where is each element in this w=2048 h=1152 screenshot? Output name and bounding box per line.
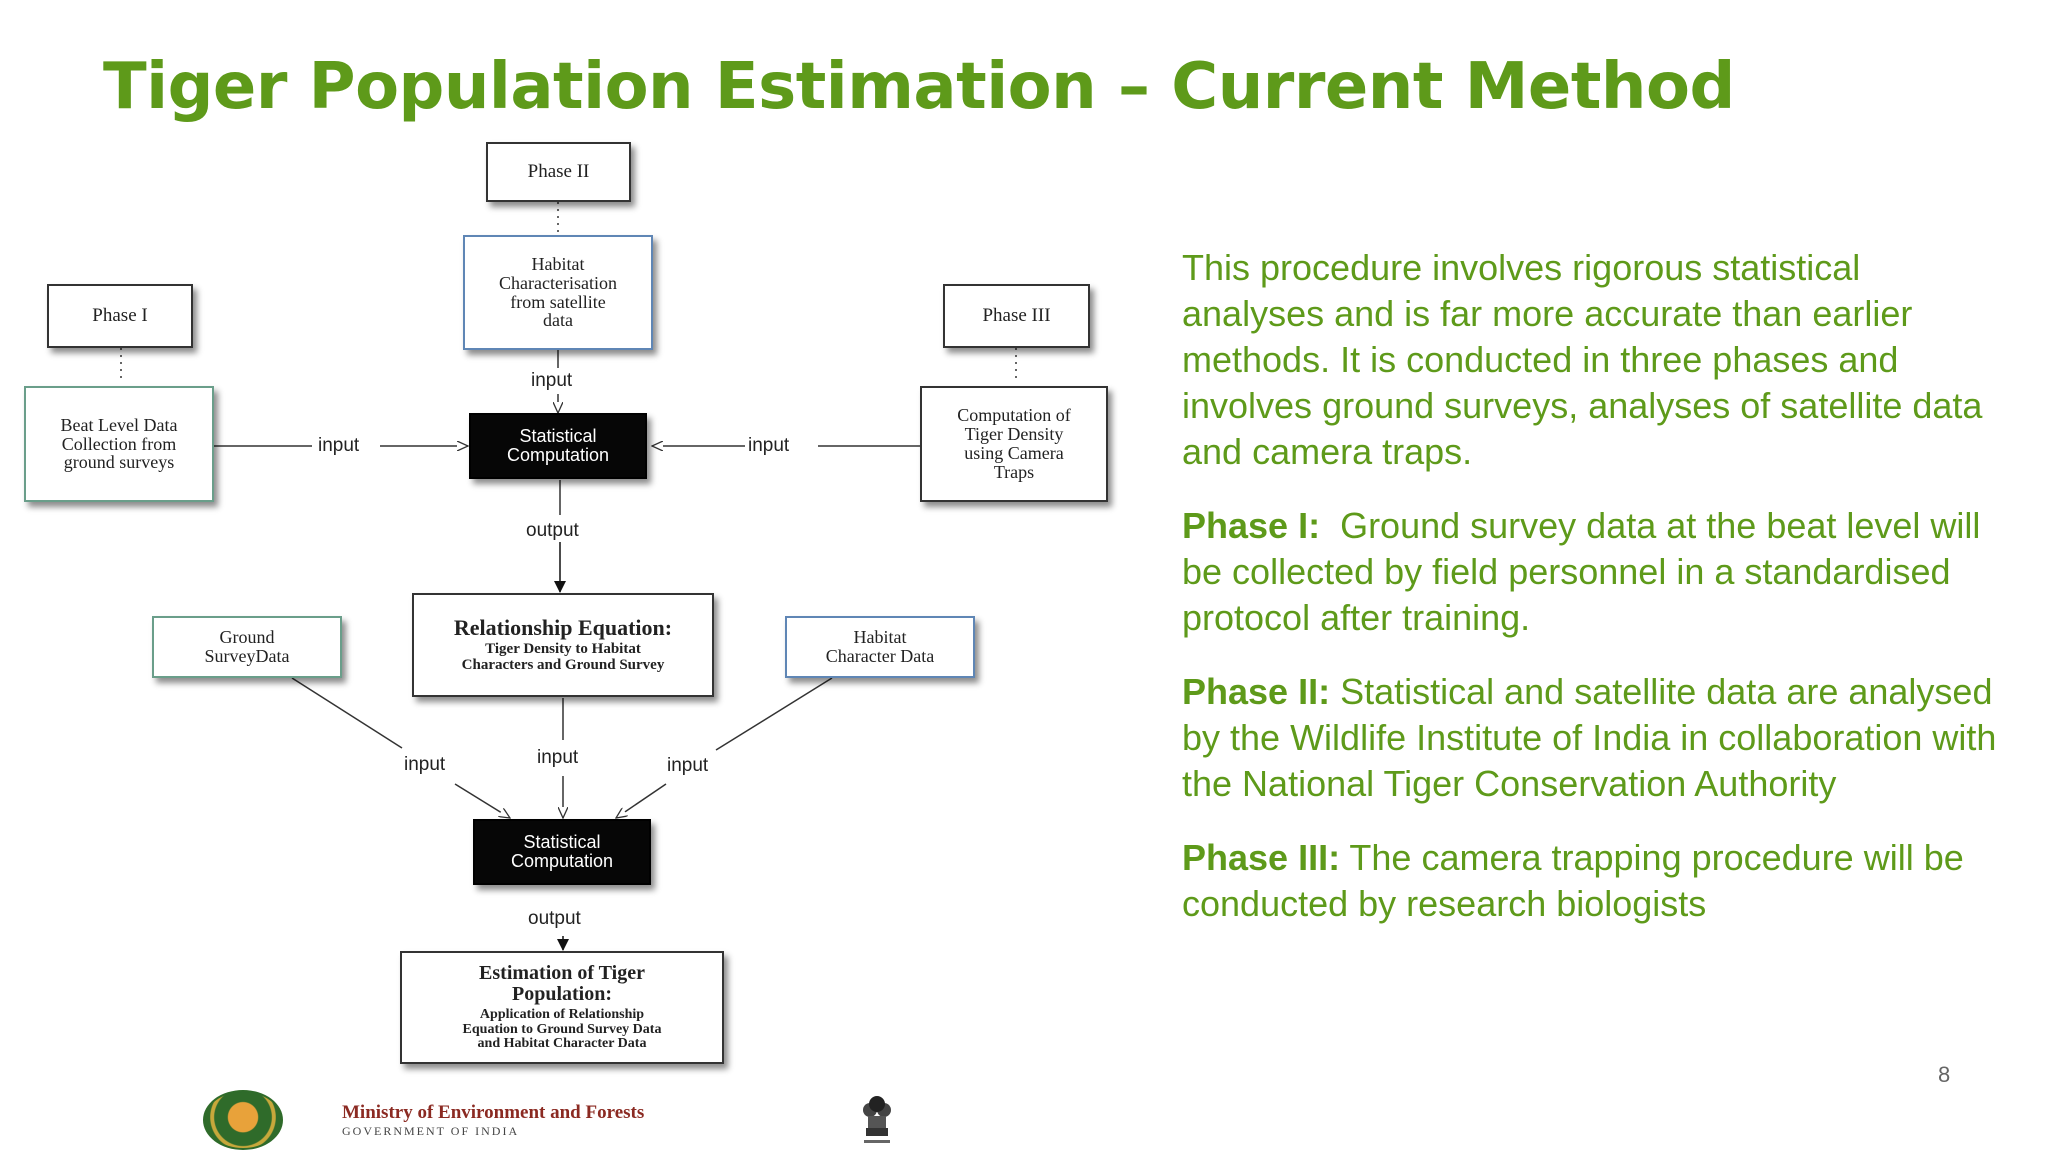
input-label-ground: input (404, 754, 446, 775)
habitat-to-stat2-arrow (616, 784, 666, 818)
phase-1-text: Ground survey data at the beat level will be collected by field personnel in a standardised protocol after training. (1182, 505, 1991, 638)
phase-3-heading: Phase III: (1182, 837, 1341, 878)
national-emblem-icon (852, 1088, 902, 1148)
input-label-beat: input (318, 435, 360, 456)
estimation-line-3: and Habitat Character Data (477, 1036, 647, 1052)
ministry-name: Ministry of Environment and Forests (342, 1102, 645, 1123)
habitat-character-line-2: Character Data (825, 646, 935, 666)
tiger-reserve-logo-icon (203, 1090, 283, 1150)
phase-iii-label: Phase III (982, 305, 1051, 327)
habitat-satellite-line-4: data (543, 310, 573, 331)
stat-top-line-2: Computation (506, 445, 610, 465)
habitat-satellite-line-3: from satellite (510, 291, 606, 312)
slide-title: Tiger Population Estimation – Current Method (103, 50, 1735, 124)
relationship-equation-box (412, 593, 714, 697)
stat-bottom-line-2: Computation (510, 851, 614, 871)
stat-bottom-line-1: Statistical (523, 832, 601, 853)
ground-to-stat2-arrow (455, 784, 510, 818)
habitat-character-line-1: Habitat (853, 627, 907, 648)
beat-level-box (24, 386, 214, 502)
phase-3-text: The camera trapping procedure will be conducted by research biologists (1182, 837, 1974, 924)
flowchart-diagram (0, 130, 1130, 1080)
phase-2-heading: Phase II: (1182, 671, 1331, 712)
output-label-bottom: output (528, 908, 581, 929)
phase-2-text: Statistical and satellite data are analysed by the Wildlife Institute of India in collaboration with the National Tiger Conservation Authority (1182, 671, 2007, 804)
camera-trap-line-1: Computation of (957, 405, 1071, 426)
phase-ii-label: Phase II (527, 161, 590, 183)
statistical-computation-bottom (473, 819, 651, 885)
habitat-satellite-box (463, 235, 653, 350)
camera-trap-line-4: Traps (993, 461, 1035, 482)
phase-1-paragraph (1182, 503, 2002, 641)
estimation-line-2: Equation to Ground Survey Data (462, 1021, 662, 1037)
phase-1-heading: Phase I: (1182, 505, 1321, 546)
relationship-line-2: Characters and Ground Survey (461, 657, 665, 674)
camera-trap-box (920, 386, 1108, 502)
estimation-box (400, 951, 724, 1064)
phase-i-label: Phase I (92, 305, 148, 327)
description-panel (1182, 245, 2007, 955)
intro-paragraph: This procedure involves rigorous statistical analyses and is far more accurate than earlier methods. It is conducted in three phases and involves ground surveys, analyses of satellite data and camera traps. (1182, 247, 1983, 472)
beat-level-line-1: Beat Level Data (60, 414, 178, 435)
input-label-habitat: input (531, 370, 573, 391)
habitat-satellite-line-2: Characterisation (499, 272, 617, 293)
camera-trap-line-3: using Camera (964, 443, 1064, 463)
estimation-heading-1: Estimation of Tiger (479, 961, 645, 984)
phase-ii-box (486, 142, 631, 202)
phase-2-paragraph (1182, 669, 2007, 807)
habitat-character-box (785, 616, 975, 678)
government-label: GOVERNMENT OF INDIA (342, 1124, 520, 1138)
relationship-line-1: Tiger Density to Habitat (485, 641, 641, 658)
relationship-heading: Relationship Equation: (453, 615, 673, 641)
estimation-line-1: Application of Relationship (479, 1006, 645, 1022)
input-label-camera: input (748, 435, 790, 456)
camera-trap-line-2: Tiger Density (964, 424, 1064, 445)
beat-level-line-3: ground surveys (63, 452, 175, 473)
habitat-to-stat2-line (716, 678, 832, 750)
page-number: 8 (1938, 1062, 1951, 1087)
ground-to-stat2-line (292, 678, 402, 748)
stat-top-line-1: Statistical (519, 426, 597, 447)
phase-3-paragraph (1182, 835, 2002, 927)
input-label-habitat-char: input (667, 755, 709, 776)
habitat-satellite-line-1: Habitat (531, 253, 585, 274)
output-label-top: output (526, 520, 579, 541)
phase-iii-box (943, 284, 1090, 348)
input-label-relationship: input (537, 747, 579, 768)
statistical-computation-top (469, 413, 647, 479)
ground-survey-line-2: SurveyData (204, 646, 290, 666)
ground-survey-line-1: Ground (219, 627, 275, 648)
ground-survey-box (152, 616, 342, 678)
estimation-heading-2: Population: (511, 982, 613, 1005)
beat-level-line-2: Collection from (61, 433, 177, 454)
phase-i-box (47, 284, 193, 348)
